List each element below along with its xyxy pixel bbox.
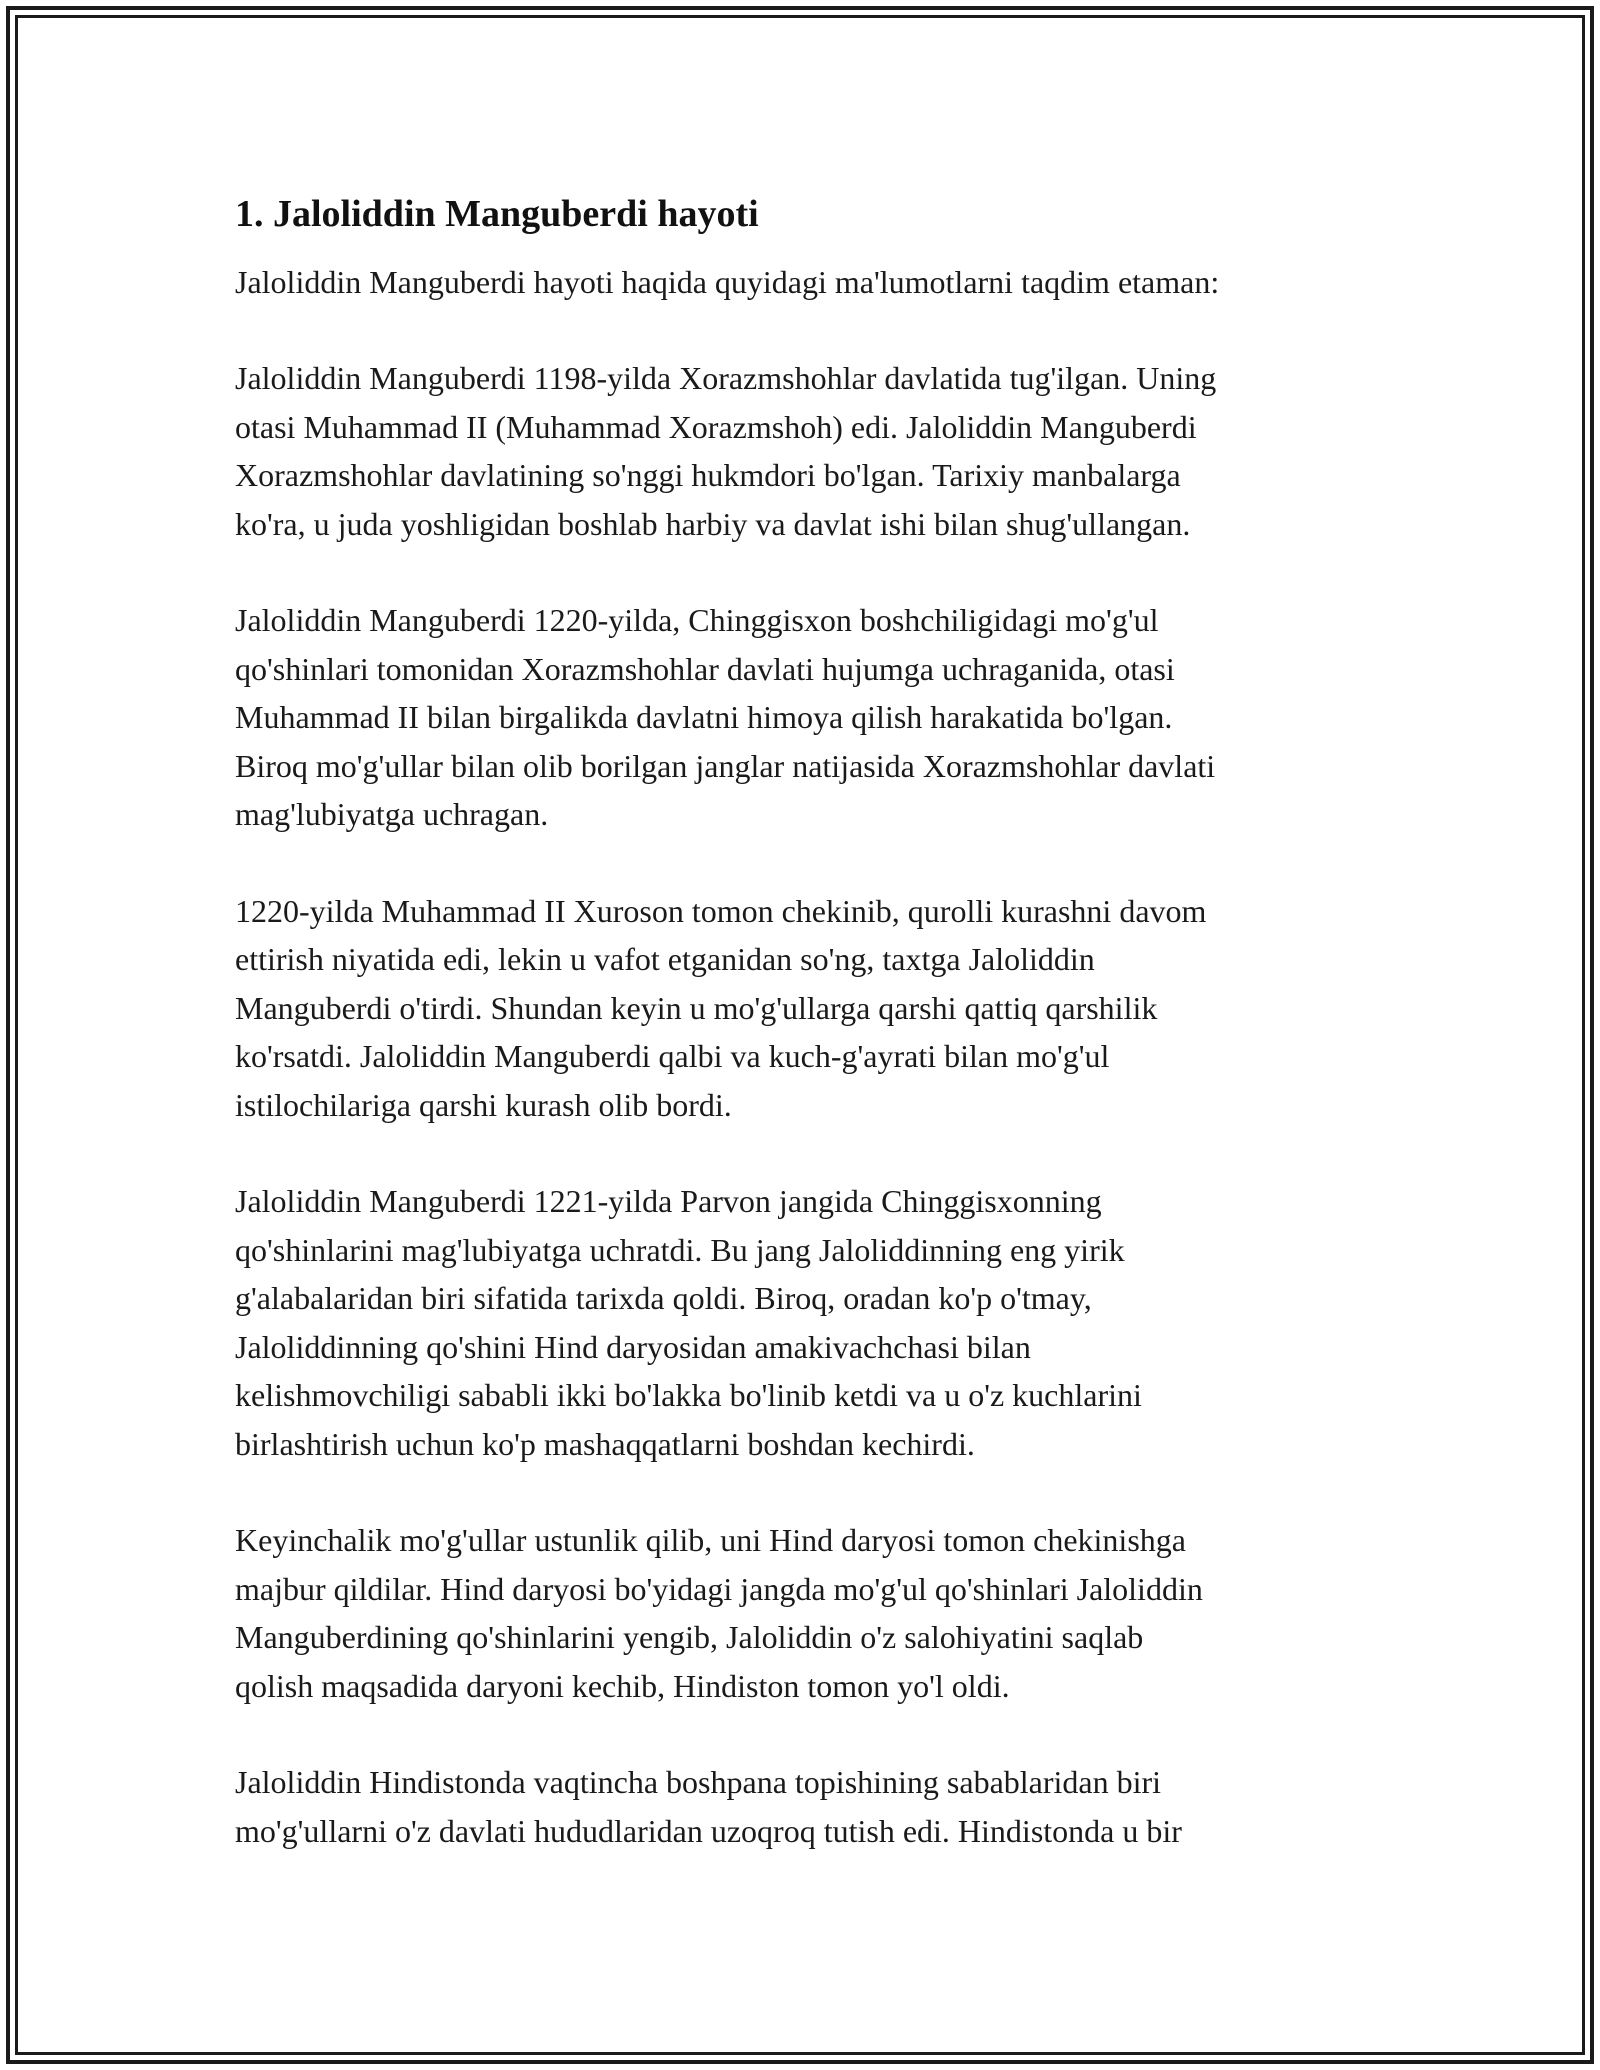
paragraph-indus-retreat: Keyinchalik mo'g'ullar ustunlik qilib, uni Hind daryosi tomon chekinishga majbur qildilar. Hind daryosi bo'yidagi jangda mo'g'ul qo'shinlari Jaloliddin Manguberdining qo'shinlarini yengib, Jaloliddin o'z salohiyatini saqlab qolish maqsadida daryoni kechib, Hindiston tomon yo'l oldi.	[235, 1522, 1203, 1704]
document-body	[235, 186, 1375, 1903]
paragraph-birth: Jaloliddin Manguberdi 1198-yilda Xorazmshohlar davlatida tug'ilgan. Uning otasi Muhammad II (Muhammad Xorazmshoh) edi. Jaloliddin Manguberdi Xorazmshohlar davlatining so'nggi hukmdori bo'lgan. Tarixiy manbalarga ko'ra, u juda yoshligidan boshlab harbiy va davlat ishi bilan shug'ullangan.	[235, 360, 1217, 542]
paragraph-mongol-invasion: Jaloliddin Manguberdi 1220-yilda, Chinggisxon boshchiligidagi mo'g'ul qo'shinlari tomonidan Xorazmshohlar davlati hujumga uchraganida, otasi Muhammad II bilan birgalikda davlatni himoya qilish harakatida bo'lgan. Biroq mo'g'ullar bilan olib borilgan janglar natijasida Xorazmshohlar davlati mag'lubiyatga uchragan.	[235, 602, 1216, 832]
document-title: 1. Jaloliddin Manguberdi hayoti	[235, 193, 759, 235]
paragraph-india-refuge: Jaloliddin Hindistonda vaqtincha boshpana topishining sabablaridan biri mo'g'ullarni o'z davlati hududlaridan uzoqroq tutish edi. Hindistonda u bir	[235, 1764, 1182, 1849]
intro-paragraph: Jaloliddin Manguberdi hayoti haqida quyidagi ma'lumotlarni taqdim etaman:	[235, 264, 1220, 300]
paragraph-succession: 1220-yilda Muhammad II Xuroson tomon chekinib, qurolli kurashni davom ettirish niyatida edi, lekin u vafot etganidan so'ng, taxtga Jaloliddin Manguberdi o'tirdi. Shundan keyin u mo'g'ullarga qarshi qattiq qarshilik ko'rsatdi. Jaloliddin Manguberdi qalbi va kuch-g'ayrati bilan mo'g'ul istilochilariga qarshi kurash olib bordi.	[235, 892, 1207, 1123]
paragraph-parvan-battle: Jaloliddin Manguberdi 1221-yilda Parvon jangida Chinggisxonning qo'shinlarini mag'lubiyatga uchratdi. Bu jang Jaloliddinning eng yirik g'alabalaridan biri sifatida tarixda qoldi. Biroq, oradan ko'p o'tmay, Jaloliddinning qo'shini Hind daryosidan amakivachchasi bilan kelishmovchiligi sababli ikki bo'lakka bo'linib ketdi va u o'z kuchlarini birlashtirish uchun ko'p mashaqqatlarni boshdan kechirdi.	[235, 1183, 1142, 1462]
